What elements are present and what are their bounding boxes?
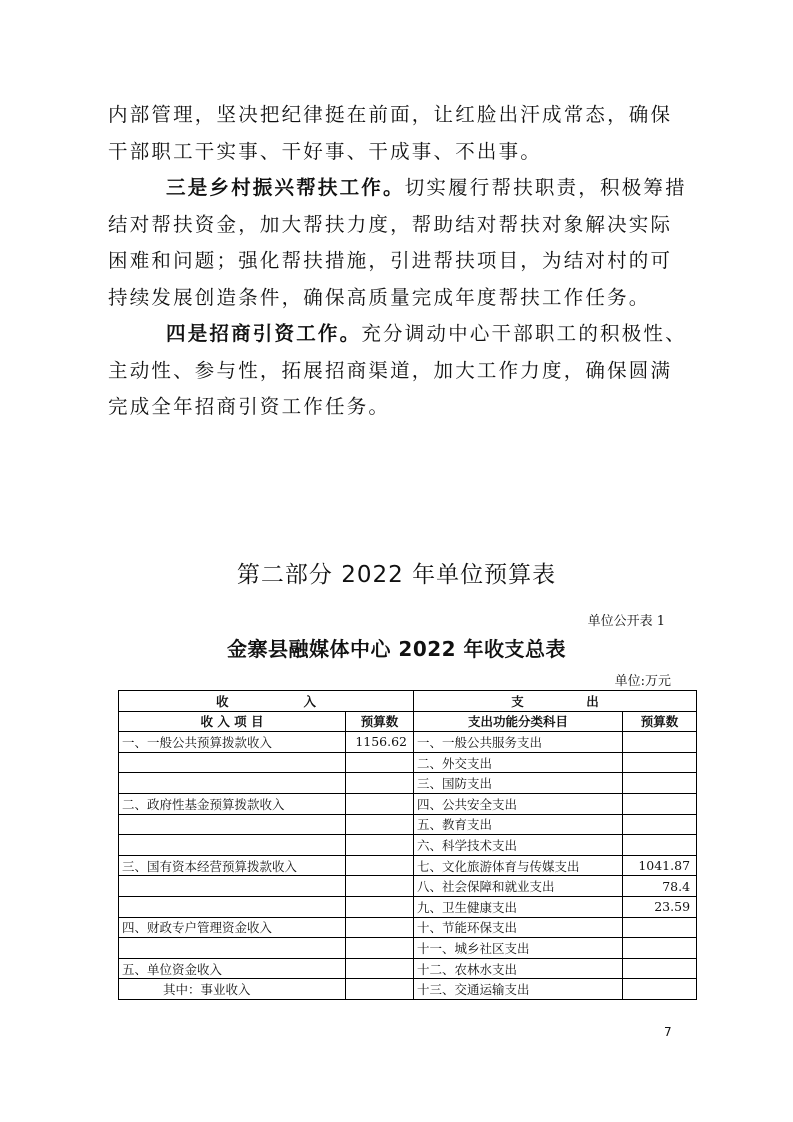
income-item: 五、单位资金收入 xyxy=(119,958,346,979)
paragraph-discipline xyxy=(108,97,688,170)
income-item xyxy=(119,896,346,917)
expense-amount: 23.59 xyxy=(623,896,697,917)
income-amount xyxy=(346,855,414,876)
income-item: 三、国有资本经营预算拨款收入 xyxy=(119,855,346,876)
col-expense-amount: 预算数 xyxy=(623,711,697,732)
income-amount xyxy=(346,958,414,979)
income-item xyxy=(119,814,346,835)
income-amount xyxy=(346,938,414,959)
expense-item: 一、一般公共服务支出 xyxy=(414,732,623,753)
expense-item: 八、社会保障和就业支出 xyxy=(414,876,623,897)
income-amount xyxy=(346,917,414,938)
unit-label: 单位:万元 xyxy=(614,674,671,689)
income-amount xyxy=(346,773,414,794)
paragraph-heading: 四是招商引资工作。 xyxy=(166,322,362,345)
expense-item: 三、国防支出 xyxy=(414,773,623,794)
expense-item: 五、教育支出 xyxy=(414,814,623,835)
paragraph-heading: 三是乡村振兴帮扶工作。 xyxy=(166,176,405,199)
table-row xyxy=(119,814,697,835)
income-item xyxy=(119,752,346,773)
col-income-item: 收 入 项 目 xyxy=(119,711,346,732)
expense-item: 十三、交通运输支出 xyxy=(414,979,623,1000)
expense-amount xyxy=(623,979,697,1000)
expense-amount: 1041.87 xyxy=(623,855,697,876)
income-item xyxy=(119,773,346,794)
income-item xyxy=(119,835,346,856)
expense-amount xyxy=(623,835,697,856)
table-row xyxy=(119,958,697,979)
table-row xyxy=(119,835,697,856)
income-amount xyxy=(346,793,414,814)
paragraph-text: 充分调动中心干部职工的积极性、主动性、参与性，拓展招商渠道，加大工作力度，确保圆满完成全年招商引资工作任务。 xyxy=(108,322,687,418)
expense-item: 九、卫生健康支出 xyxy=(414,896,623,917)
table-row xyxy=(119,773,697,794)
table-row xyxy=(119,938,697,959)
income-item: 一、一般公共预算拨款收入 xyxy=(119,732,346,753)
income-amount xyxy=(346,876,414,897)
paragraph-text: 内部管理，坚决把纪律挺在前面，让红脸出汗成常态，确保干部职工干实事、干好事、干成事、不出事。 xyxy=(108,103,673,163)
expense-amount xyxy=(623,793,697,814)
expense-amount xyxy=(623,773,697,794)
table-group-header xyxy=(119,691,697,712)
expense-amount xyxy=(623,958,697,979)
income-header: 收 入 xyxy=(119,691,414,712)
income-amount xyxy=(346,979,414,1000)
table-row xyxy=(119,917,697,938)
income-item: 其中：事业收入 xyxy=(119,979,346,1000)
expense-amount: 78.4 xyxy=(623,876,697,897)
paragraph-investment xyxy=(108,316,688,426)
table-number: 单位公开表 1 xyxy=(587,614,665,629)
table-row xyxy=(119,855,697,876)
income-amount xyxy=(346,752,414,773)
expense-item: 四、公共安全支出 xyxy=(414,793,623,814)
table-row xyxy=(119,752,697,773)
expense-item: 十二、农林水支出 xyxy=(414,958,623,979)
expense-header: 支 出 xyxy=(414,691,697,712)
income-amount xyxy=(346,814,414,835)
expense-item: 六、科学技术支出 xyxy=(414,835,623,856)
expense-item: 十、节能环保支出 xyxy=(414,917,623,938)
table-title: 金寨县融媒体中心 2022 年收支总表 xyxy=(226,637,567,661)
budget-table xyxy=(118,690,697,1000)
table-row xyxy=(119,896,697,917)
part-title: 第二部分 2022 年单位预算表 xyxy=(236,562,557,588)
table-row xyxy=(119,793,697,814)
expense-amount xyxy=(623,814,697,835)
expense-amount xyxy=(623,732,697,753)
col-expense-item: 支出功能分类科目 xyxy=(414,711,623,732)
income-item: 二、政府性基金预算拨款收入 xyxy=(119,793,346,814)
income-amount: 1156.62 xyxy=(346,732,414,753)
income-amount xyxy=(346,896,414,917)
income-item xyxy=(119,876,346,897)
table-row xyxy=(119,876,697,897)
table-column-header xyxy=(119,711,697,732)
expense-amount xyxy=(623,752,697,773)
income-item xyxy=(119,938,346,959)
page-number: 7 xyxy=(664,1025,672,1039)
expense-item: 十一、城乡社区支出 xyxy=(414,938,623,959)
income-item: 四、财政专户管理资金收入 xyxy=(119,917,346,938)
income-amount xyxy=(346,835,414,856)
table-row xyxy=(119,979,697,1000)
col-income-amount: 预算数 xyxy=(346,711,414,732)
expense-item: 二、外交支出 xyxy=(414,752,623,773)
table-row xyxy=(119,732,697,753)
paragraph-text: 切实履行帮扶职责，积极筹措结对帮扶资金，加大帮扶力度，帮助结对帮扶对象解决实际困难和问题；强化帮扶措施，引进帮扶项目，为结对村的可持续发展创造条件，确保高质量完成年度帮扶工作任务。 xyxy=(108,176,687,309)
paragraph-rural-revitalization xyxy=(108,170,688,316)
expense-item: 七、文化旅游体育与传媒支出 xyxy=(414,855,623,876)
expense-amount xyxy=(623,938,697,959)
expense-amount xyxy=(623,917,697,938)
